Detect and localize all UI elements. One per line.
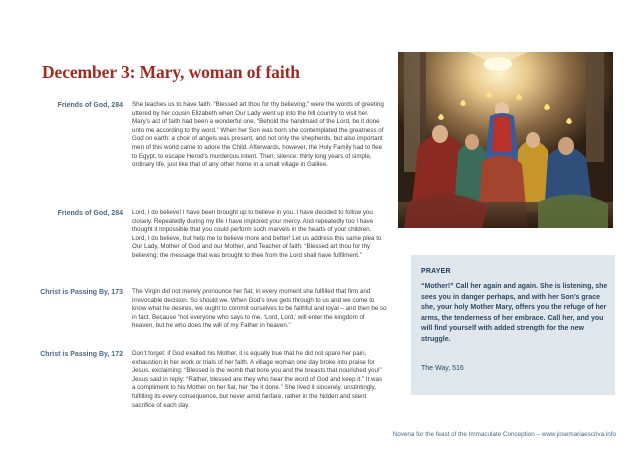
entry-text: Don’t forget: if God exalted his Mother, it is equally true that he did not spare her pain, exhaustion in her work or trials of her faith. A village woman one day broke into praise for Jesus, exclaiming: “Blessed is the womb that bore you and the breasts that nourished you!” Jesus said in reply: “Rather, blessed are they who hear the word of God and keep it.” It was a compliment to his Mother on her fiat, her “be it done.” She lived it sincerely, unstintingly, fulfilling its every consequence, but never amid fanfare, rather in the hidden and silent sacrifice of each day. bbox=[132, 350, 383, 409]
painting-image bbox=[398, 52, 613, 228]
entry-reference: Friends of God, 284 bbox=[57, 210, 123, 217]
page-title: December 3: Mary, woman of faith bbox=[42, 62, 300, 82]
footer-text: Novena for the feast of the Immaculate Conception – www.josemariaescriva.info bbox=[392, 431, 616, 438]
entry-reference: Christ is Passing By, 172 bbox=[40, 351, 123, 358]
entry-reference: Christ is Passing By, 173 bbox=[40, 289, 123, 296]
entry-text: Lord, I do believe! I have been brought up to believe in you. I have decided to follow you closely. Repeatedly during my life I have implored your mercy. And repeatedly too I have thought it impossible that you could perform such marvels in the hearts of your children. Lord, I do believe, but help me to believe more and better! Let us address this same plea to Our Lady, Mother of God and our Mother, and Teacher of faith: “Blessed art thou for thy believing; the message that was brought to thee from the Lord shall have fulfilment.” bbox=[132, 209, 382, 259]
prayer-title: PRAYER bbox=[421, 268, 451, 275]
prayer-box bbox=[411, 255, 615, 395]
prayer-source: The Way, 516 bbox=[421, 365, 464, 372]
entry-text: She teaches us to have faith. “Blessed art thou for thy believing,” were the words of greeting uttered by her cousin Elizabeth when Our Lady went up into the hill country to visit her. Mary’s act of faith had been a wonderful one, “Behold the handmaid of the Lord, be it done unto me according to thy word.” When her Son was born she contemplated the greatness of God on earth: a choir of angels was present, and not only the shepherds, but also important men of this world came to adore the Child. Afterwards, however, the Holy Family had to flee to Egypt, to escape Herod’s murderous intent. Then, silence; thirty long years of simple, ordinary life, just like that of any other home in a small village in Galilee. bbox=[132, 101, 384, 169]
entry-text: The Virgin did not merely pronounce her fiat; in every moment she fulfilled that firm and irrevocable decision. So should we. When God’s love gets through to us and we come to know what he desires, we ought to commit ourselves to be faithful and loyal – and then be so in fact. Because “not everyone who says to me, ‘Lord, Lord,’ will enter the kingdom of heaven, but he who does the will of my Father in heaven.” bbox=[132, 288, 387, 330]
prayer-text: “Mother!” Call her again and again. She is listening, she sees you in danger perhaps, and with her Son’s grace she, your holy Mother Mary, offers you the refuge of her arms, the tenderness of her embrace. Call her, and you will find yourself with added strength for the new struggle. bbox=[421, 283, 608, 343]
entry-reference: Friends of God, 284 bbox=[57, 102, 123, 109]
